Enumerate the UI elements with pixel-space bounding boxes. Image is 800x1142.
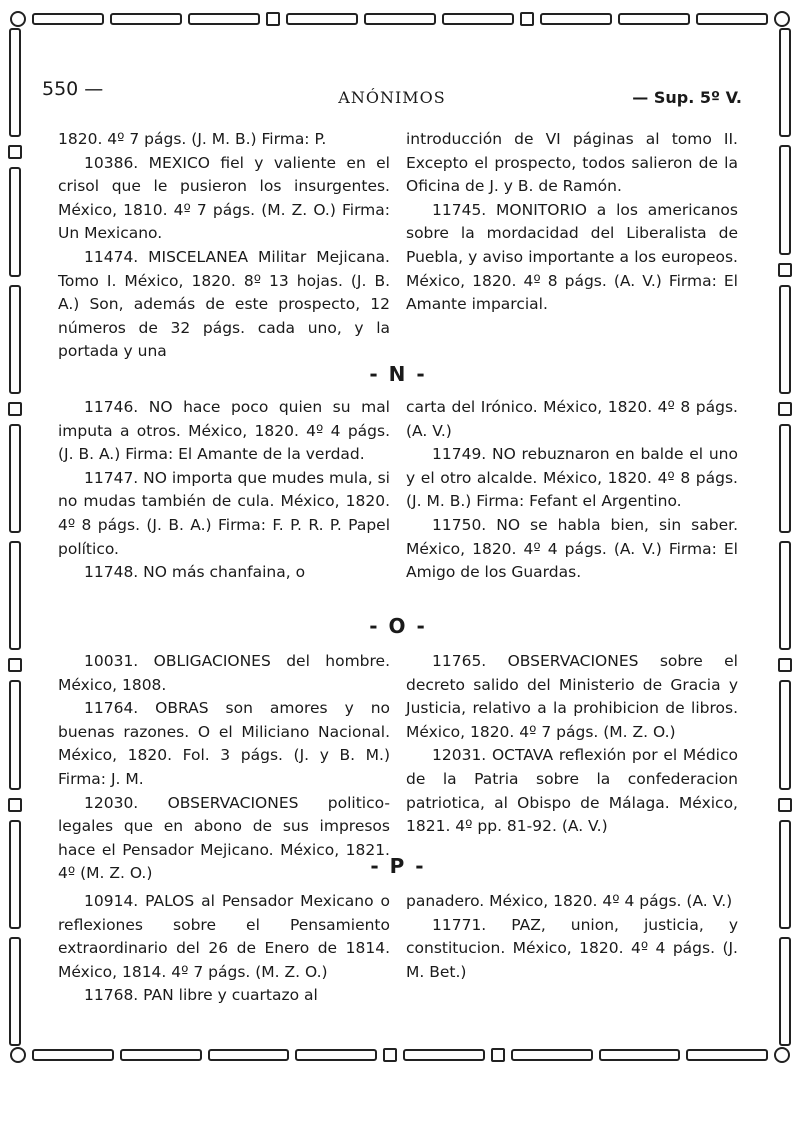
entry: 1820. 4º 7 págs. (J. M. B.) Firma: P.	[58, 130, 327, 148]
entry: 11749. NO rebuznaron en balde el uno y el otro alcalde. México, 1820. 4º 8 págs. (J. M. B.) Firma: Fefant el Argentino.	[406, 445, 738, 511]
entry: 11768. PAN libre y cuartazo al	[84, 986, 318, 1005]
entry: 11747. NO importa que mudes mula, si no mudas también de cula. México, 1820. 4º 8 págs. (J. B. A.) Firma: F. P. R. P. Papel político.	[58, 468, 390, 558]
section-o-right-column	[406, 650, 738, 839]
section-n-left-column	[58, 396, 390, 585]
entry: panadero. México, 1820. 4º 4 págs. (A. V.)	[406, 892, 733, 910]
entry: 11764. OBRAS son amores y no buenas razones. O el Miliciano Nacional. México, 1820. Fol. 3 págs. (J. y B. M.) Firma: J. M.	[58, 699, 390, 788]
entry: 11765. OBSERVACIONES sobre el decreto salido del Ministerio de Gracia y Justicia, relativo a la prohibicion de libros. México, 1820. 4º 7 págs. (M. Z. O.)	[406, 652, 738, 741]
supplement-label: — Sup. 5º V.	[632, 88, 742, 107]
entry: 11771. PAZ, union, justicia, y constitucion. México, 1820. 4º 4 págs. (J. M. Bet.)	[406, 915, 738, 981]
entry: 11745. MONITORIO a los americanos sobre la mordacidad del Liberalista de Puebla, y aviso importante a los europeos. México, 1820. 4º 8 págs. (A. V.) Firma: El Amante imparcial.	[406, 200, 738, 314]
section-m-left-column	[58, 128, 390, 364]
entry: 10031. OBLIGACIONES del hombre. México, 1808.	[58, 652, 390, 694]
page-number: 550 —	[42, 78, 104, 100]
section-p-left-column	[58, 890, 390, 1008]
section-n-right-column	[406, 396, 738, 585]
entry: 12030. OBSERVACIONES politico-legales que en abono de sus impresos hace el Pensador Mejicano. México, 1821. 4º (M. Z. O.)	[58, 793, 390, 883]
ornamental-border-bottom	[10, 1046, 790, 1064]
section-o	[58, 650, 738, 883]
section-n	[58, 396, 738, 596]
section-p-right-column	[406, 890, 738, 984]
entry: introducción de VI páginas al tomo II. Excepto el prospecto, todos salieron de la Oficina de J. y B. de Ramón.	[406, 130, 738, 196]
running-title: ANÓNIMOS	[338, 88, 446, 107]
entry: 11748. NO más chanfaina, o	[84, 563, 306, 582]
entry: 12031. OCTAVA reflexión por el Médico de la Patria sobre la confederacion patriotica, al Obispo de Málaga. México, 1821. 4º pp. 81-92. (A. V.)	[406, 746, 738, 836]
section-letter-n: - N -	[369, 362, 427, 386]
entry: 11750. NO se habla bien, sin saber. México, 1820. 4º 4 págs. (A. V.) Firma: El Amigo de los Guardas.	[406, 515, 738, 582]
section-letter-p: - P -	[370, 854, 426, 878]
section-m	[58, 128, 738, 361]
ornamental-border-left	[6, 28, 24, 1046]
section-letter-o: - O -	[369, 614, 427, 638]
section-p	[58, 890, 738, 1030]
entry: 10914. PALOS al Pensador Mexicano o reflexiones sobre el Pensamiento extraordinario del 26 de Enero de 1814. México, 1814. 4º 7 págs. (M. Z. O.)	[58, 892, 390, 981]
page-header	[42, 78, 742, 108]
section-o-left-column	[58, 650, 390, 886]
ornamental-border-top	[10, 10, 790, 28]
section-m-right-column	[406, 128, 738, 317]
entry: carta del Irónico. México, 1820. 4º 8 págs. (A. V.)	[406, 398, 738, 440]
entry: 10386. MEXICO fiel y valiente en el crisol que le pusieron los insurgentes. México, 1810. 4º 7 págs. (M. Z. O.) Firma: Un Mexicano.	[58, 153, 390, 243]
entry: 11474. MISCELANEA Militar Mejicana. Tomo I. México, 1820. 8º 13 hojas. (J. B. A.) Son, además de este prospecto, 12 números de 32 págs. cada uno, y la portada y una	[58, 247, 390, 361]
ornamental-border-right	[776, 28, 794, 1046]
entry: 11746. NO hace poco quien su mal imputa a otros. México, 1820. 4º 4 págs. (J. B. A.) Firma: El Amante de la verdad.	[58, 398, 390, 464]
